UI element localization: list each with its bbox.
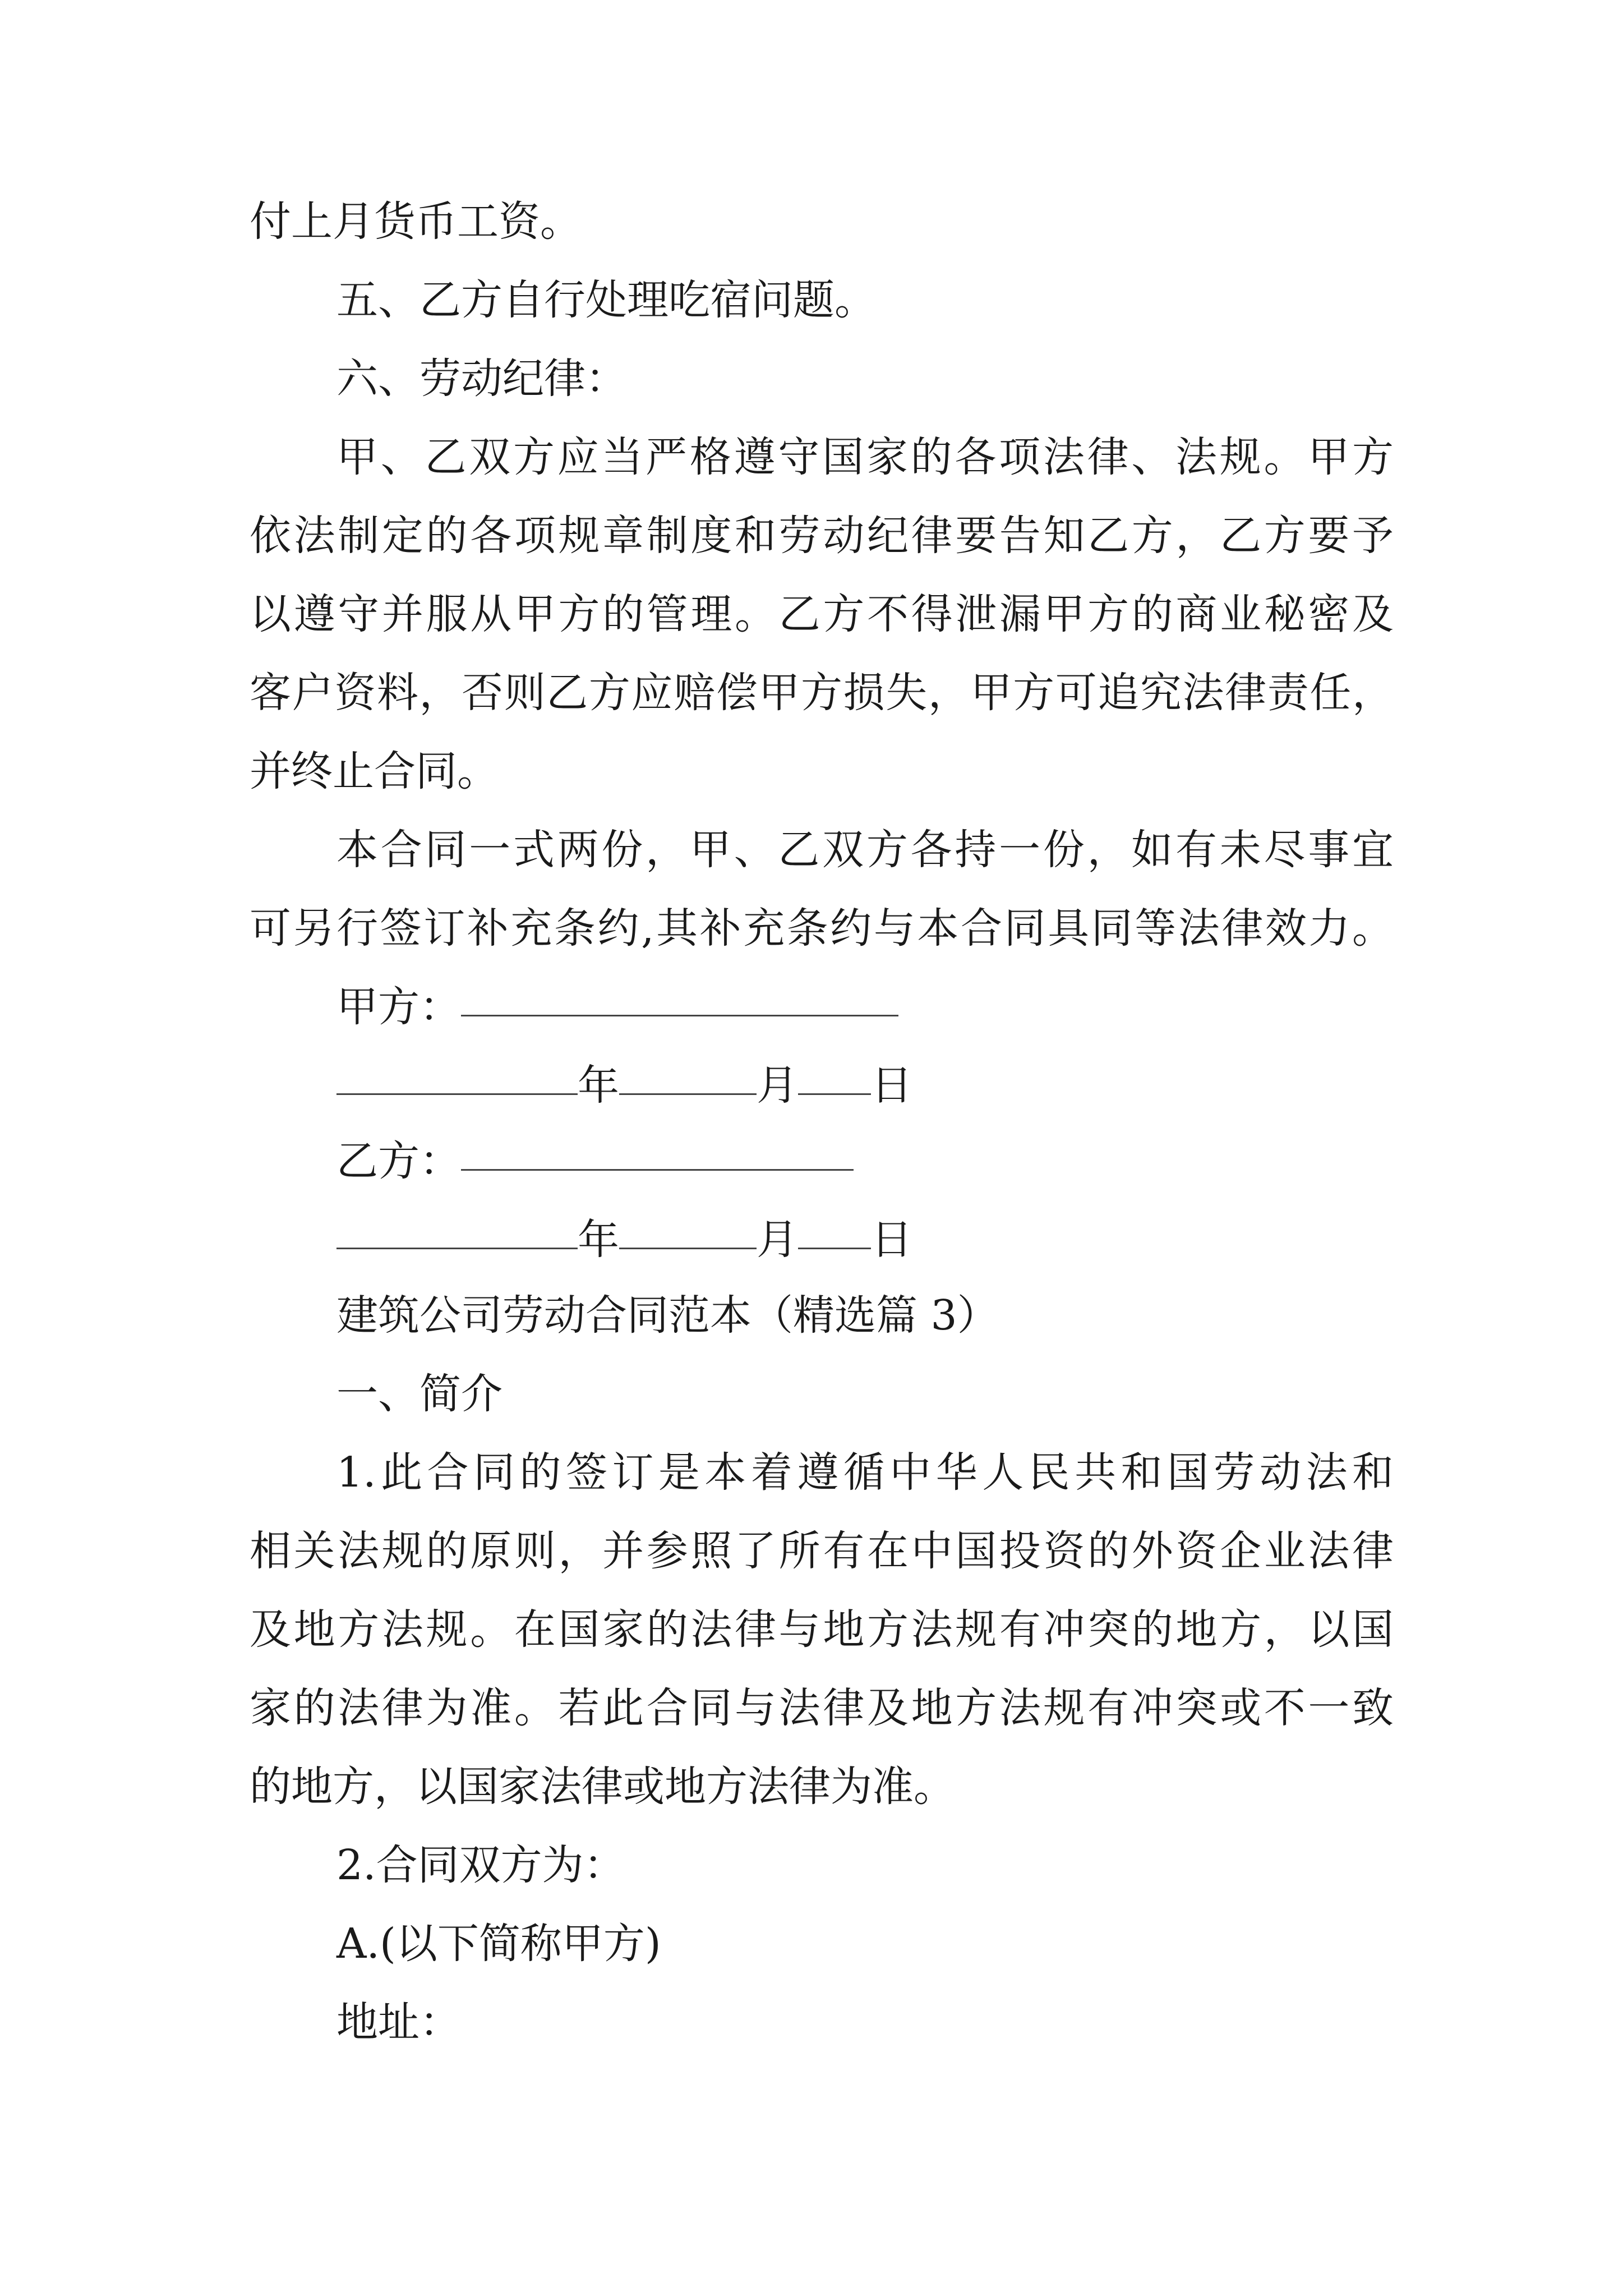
text-line: 本合同一式两份，甲、乙双方各持一份，如有未尽事宜 [336, 826, 1394, 874]
text-line: 的地方，以国家法律或地方法律为准。 [250, 1763, 955, 1811]
text-line: 甲、乙双方应当严格遵守国家的各项法律、法规。甲方 [336, 433, 1394, 481]
year-blank[interactable] [336, 1054, 578, 1095]
party-a-item: A.(以下简称甲方) [336, 1920, 661, 1968]
day-label: 日 [871, 1061, 912, 1110]
party-b-signature-line [336, 1133, 1394, 1189]
section-heading: 一、简介 [336, 1370, 502, 1418]
month-blank[interactable] [619, 1208, 757, 1249]
text-line: 付上月货币工资。 [250, 197, 582, 246]
text-line: 依法制定的各项规章制度和劳动纪律要告知乙方，乙方要予 [250, 512, 1394, 560]
month-label: 月 [757, 1061, 798, 1110]
party-a-label: 甲方： [336, 983, 461, 1031]
parties-item: 2.合同双方为： [336, 1841, 625, 1889]
clause-six-heading: 六、劳动纪律： [336, 355, 627, 403]
day-label: 日 [871, 1216, 912, 1264]
party-a-blank[interactable] [461, 976, 898, 1016]
party-b-blank[interactable] [461, 1130, 854, 1171]
party-b-date-line [336, 1212, 1394, 1268]
year-label: 年 [578, 1061, 619, 1110]
month-blank[interactable] [619, 1054, 757, 1095]
party-a-signature-line [336, 979, 1394, 1035]
clause-five: 五、乙方自行处理吃宿问题。 [336, 276, 876, 324]
year-blank[interactable] [336, 1208, 578, 1249]
text-line: 相关法规的原则，并参照了所有在中国投资的外资企业法律 [250, 1527, 1394, 1575]
text-line: 以遵守并服从甲方的管理。乙方不得泄漏甲方的商业秘密及 [250, 590, 1394, 638]
party-b-label: 乙方： [336, 1137, 461, 1185]
party-a-date-line [336, 1057, 1394, 1114]
text-line: 1.此合同的签订是本着遵循中华人民共和国劳动法和 [336, 1448, 1394, 1497]
section-title: 建筑公司劳动合同范本（精选篇 3） [336, 1291, 999, 1340]
text-line: 家的法律为准。若此合同与法律及地方法规有冲突或不一致 [250, 1684, 1394, 1732]
text-line: 并终止合同。 [250, 747, 499, 795]
text-line: 可另行签订补充条约,其补充条约与本合同具同等法律效力。 [250, 904, 1394, 953]
month-label: 月 [757, 1216, 798, 1264]
text-line: 客户资料，否则乙方应赔偿甲方损失，甲方可追究法律责任， [250, 669, 1394, 717]
day-blank[interactable] [798, 1208, 871, 1249]
text-line: 及地方法规。在国家的法律与地方法规有冲突的地方，以国 [250, 1605, 1394, 1654]
day-blank[interactable] [798, 1054, 871, 1095]
address-label: 地址： [336, 1998, 461, 2046]
year-label: 年 [578, 1216, 619, 1264]
